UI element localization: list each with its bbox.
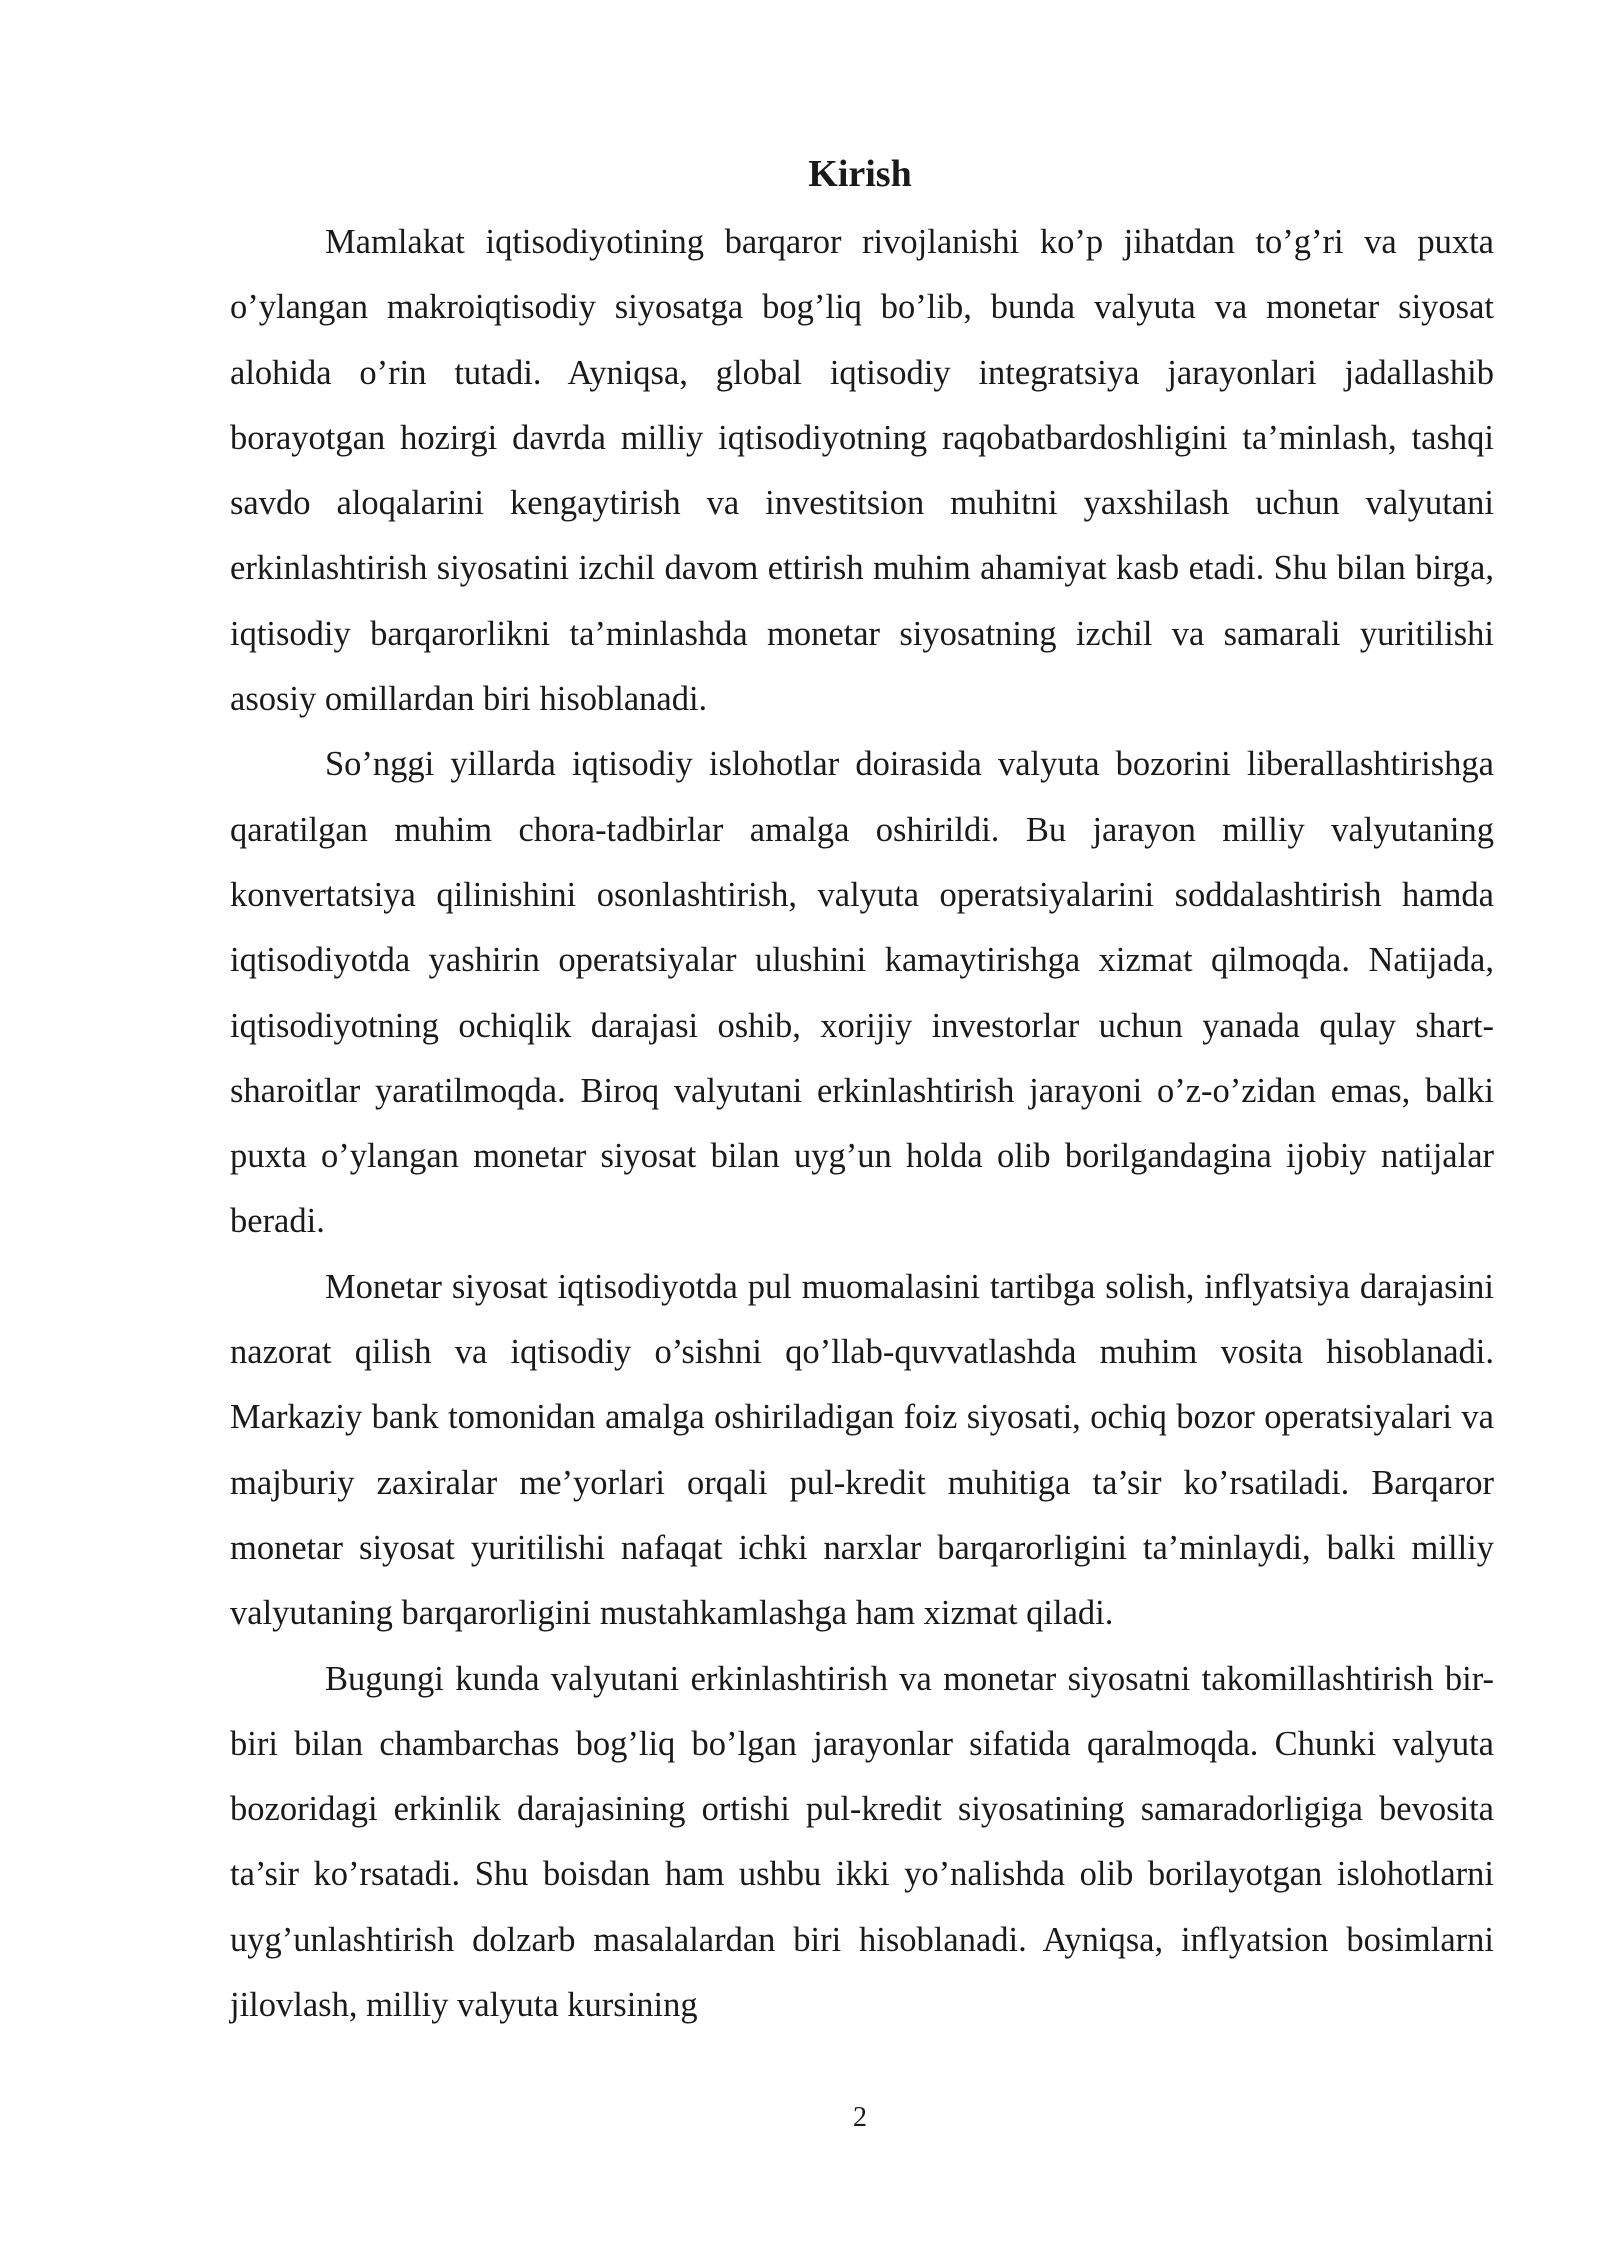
paragraph-2: So’nggi yillarda iqtisodiy islohotlar doirasida valyuta bozorini liberallashtirishga qaratilgan muhim chora-tadbirlar amalga oshirildi. Bu jarayon milliy valyutaning konvertatsiya qilinishini osonlashtirish, valyuta operatsiyalarini soddalashtirish hamda iqtisodiyotda yashirin operatsiyalar ulushini kamaytirishga xizmat qilmoqda. Natijada, iqtisodiyotning ochiqlik darajasi oshib, xorijiy investorlar uchun yanada qulay shart-sharoitlar yaratilmoqda. Biroq valyutani erkinlashtirish jarayoni o’z-o’zidan emas, balki puxta o’ylangan monetar siyosat bilan uyg’un holda olib borilgandagina ijobiy natijalar beradi. (230, 745, 1494, 1241)
paragraph-4: Bugungi kunda valyutani erkinlashtirish va monetar siyosatni takomillashtirish bir-biri bilan chambarchas bog’liq bo’lgan jarayonlar sifatida qaralmoqda. Chunki valyuta bozoridagi erkinlik darajasining ortishi pul-kredit siyosatining samaradorligiga bevosita ta’sir ko’rsatadi. Shu boisdan ham ushbu ikki yo’nalishda olib borilayotgan islohotlarni uyg’unlashtirish dolzarb masalalardan biri hisoblanadi. Ayniqsa, inflyatsion bosimlarni jilovlash, milliy valyuta kursining (230, 1659, 1494, 2025)
paragraph-3: Monetar siyosat iqtisodiyotda pul muomalasini tartibga solish, inflyatsiya darajasini nazorat qilish va iqtisodiy o’sishni qo’llab-quvvatlashda muhim vosita hisoblanadi. Markaziy bank tomonidan amalga oshiriladigan foiz siyosati, ochiq bozor operatsiyalari va majburiy zaxiralar me’yorlari orqali pul-kredit muhitiga ta’sir ko’rsatiladi. Barqaror monetar siyosat yuritilishi nafaqat ichki narxlar barqarorligini ta’minlaydi, balki milliy valyutaning barqarorligini mustahkamlashga ham xizmat qiladi. (230, 1267, 1494, 1633)
page-number: 2 (853, 2102, 867, 2133)
paragraph-1: Mamlakat iqtisodiyotining barqaror rivojlanishi ko’p jihatdan to’g’ri va puxta o’ylangan makroiqtisodiy siyosatga bog’liq bo’lib, bunda valyuta va monetar siyosat alohida o’rin tutadi. Ayniqsa, global iqtisodiy integratsiya jarayonlari jadallashib borayotgan hozirgi davrda milliy iqtisodiyotning raqobatbardoshligini ta’minlash, tashqi savdo aloqalarini kengaytirish va investitsion muhitni yaxshilash uchun valyutani erkinlashtirish siyosatini izchil davom ettirish muhim ahamiyat kasb etadi. Shu bilan birga, iqtisodiy barqarorlikni ta’minlashda monetar siyosatning izchil va samarali yuritilishi asosiy omillardan biri hisoblanadi. (230, 223, 1494, 719)
page-title: Kirish (808, 153, 912, 195)
body-text (230, 210, 1494, 2038)
